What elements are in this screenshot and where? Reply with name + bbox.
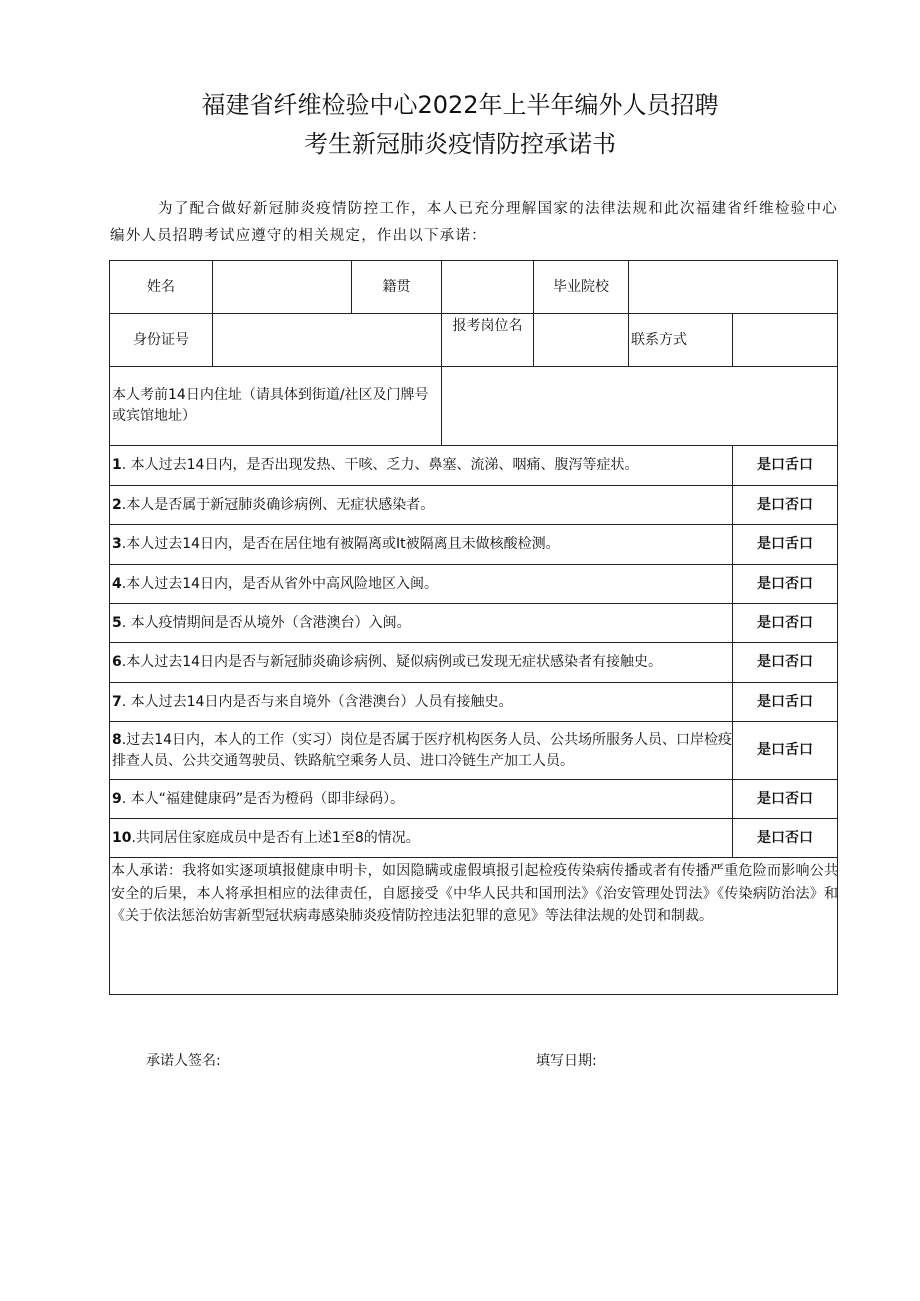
answer-yes-no-checkbox[interactable]: 是口否口 (757, 614, 813, 631)
question-text (110, 780, 732, 818)
signer-label: 承诺人签名: (146, 1053, 221, 1069)
question-body: .过去14日内，本人的工作（实习）岗位是否属于医疗机构医务人员、公共场所服务人员、口岸检疫排查人员、公共交通驾驶员、铁路航空乘务人员、进口冷链生产加工人员。 (112, 731, 733, 769)
question-text (110, 819, 732, 857)
contact-input-cell[interactable] (733, 314, 837, 366)
question-body: .共同居住家庭成员中是否有上述1至8的情况。 (131, 829, 420, 846)
question-text (110, 722, 732, 779)
question-text (110, 446, 732, 485)
question-label (112, 789, 404, 810)
question-text (110, 643, 732, 682)
question-text (110, 525, 732, 564)
question-body: .本人过去14日内，是否从省外中高风险地区入闽。 (121, 575, 439, 592)
intro-paragraph: 为了配合做好新冠肺炎疫情防控工作，本人已充分理解国家的法律法规和此次福建省纤维检验中心编外人员招聘考试应遵守的相关规定，作出以下承诺： (110, 201, 838, 244)
question-label (112, 455, 638, 476)
question-body: .本人是否属于新冠肺炎确诊病例、无症状感染者。 (121, 496, 435, 513)
question-number: 10 (112, 829, 132, 846)
answer-yes-no-checkbox[interactable]: 是口否口 (757, 790, 813, 807)
label-school: 毕业院校 (553, 278, 609, 295)
table-border-bottom (109, 994, 838, 995)
school-input-cell[interactable] (629, 261, 837, 313)
question-body: .本人过去14日内，是否在居住地有被隔离或It被隔离且未做核酸检测。 (121, 536, 560, 552)
title-line-1: 福建省纤维检验中心2022年上半年编外人员招聘 (201, 91, 719, 119)
question-text (110, 565, 732, 603)
label-position: 报考岗位名 (452, 317, 523, 334)
promise-statement: 本人承诺：我将如实逐项填报健康申明卡，如因隐瞒或虚假填报引起检疫传染病传播或者有传播严重危险而影响公共安全的后果，本人将承担相应的法律责任，自愿接受《中华人民共和国刑法》《治安管理处罚法》《传染病防治法》和《关于依法惩治妨害新型冠状病毒感染肺炎疫情防控违法犯罪的意见》等法律法规的处罚和制裁。 (111, 863, 838, 924)
label-id-number: 身份证号 (133, 331, 189, 348)
answer-yes-no-checkbox[interactable]: 是口否口 (757, 575, 813, 592)
native-place-input-cell[interactable] (442, 261, 533, 313)
question-number: 9 (112, 790, 122, 807)
answer-yes-no-checkbox[interactable]: 是口舌口 (757, 693, 813, 710)
position-input-cell[interactable] (534, 314, 628, 366)
question-label (112, 574, 438, 595)
question-number: 5 (112, 614, 122, 631)
question-label (112, 534, 560, 555)
answer-yes-no-checkbox[interactable]: 是口舌口 (757, 536, 813, 552)
question-label (112, 495, 434, 516)
label-native-place: 籍贯 (382, 278, 411, 295)
question-body: . 本人疫情期间是否从境外（含港澳台）入闽。 (121, 614, 411, 631)
question-number: 2 (112, 496, 122, 513)
question-number: 3 (112, 536, 122, 552)
label-name: 姓名 (147, 278, 175, 295)
title-line-2: 考生新冠肺炎疫情防控承诺书 (304, 130, 616, 158)
question-body: .本人过去14日内是否与新冠肺炎确诊病例、疑似病例或已发现无症状感染者有接触史。 (121, 654, 663, 670)
question-body: . 本人“福建健康码”是否为橙码（即非绿码）。 (121, 790, 405, 807)
question-label (112, 730, 732, 772)
address-input-cell[interactable] (442, 367, 837, 445)
answer-yes-no-checkbox[interactable]: 是口否口 (757, 496, 813, 513)
question-number: 6 (112, 654, 122, 670)
answer-yes-no-checkbox[interactable]: 是口舌口 (757, 457, 813, 473)
question-number: 8 (112, 731, 122, 748)
answer-yes-no-checkbox[interactable]: 是口否口 (757, 829, 813, 846)
question-label (112, 652, 662, 673)
question-body: . 本人过去14日内是否与来自境外（含港澳台）人员有接触史。 (121, 693, 513, 710)
id-number-input-cell[interactable] (213, 314, 441, 366)
question-number: 4 (112, 575, 122, 592)
label-address: 本人考前14日内住址（请具体到街道/社区及门牌号或宾馆地址） (112, 387, 429, 424)
table-row-divider (109, 857, 838, 858)
question-number: 7 (112, 693, 122, 710)
label-contact: 联系方式 (631, 331, 687, 348)
question-text (110, 683, 732, 721)
question-label (112, 692, 512, 713)
question-text (110, 604, 732, 642)
date-label: 填写日期: (536, 1053, 597, 1069)
name-input-cell[interactable] (213, 261, 351, 313)
question-label (112, 828, 420, 849)
question-number: 1 (112, 457, 122, 473)
question-text (110, 486, 732, 524)
question-body: . 本人过去14日内，是否出现发热、干咳、乏力、鼻塞、流涕、咽痛、腹泻等症状。 (121, 457, 639, 473)
question-label (112, 613, 411, 634)
answer-yes-no-checkbox[interactable]: 是口舌口 (757, 742, 813, 758)
answer-yes-no-checkbox[interactable]: 是口否口 (757, 654, 813, 670)
